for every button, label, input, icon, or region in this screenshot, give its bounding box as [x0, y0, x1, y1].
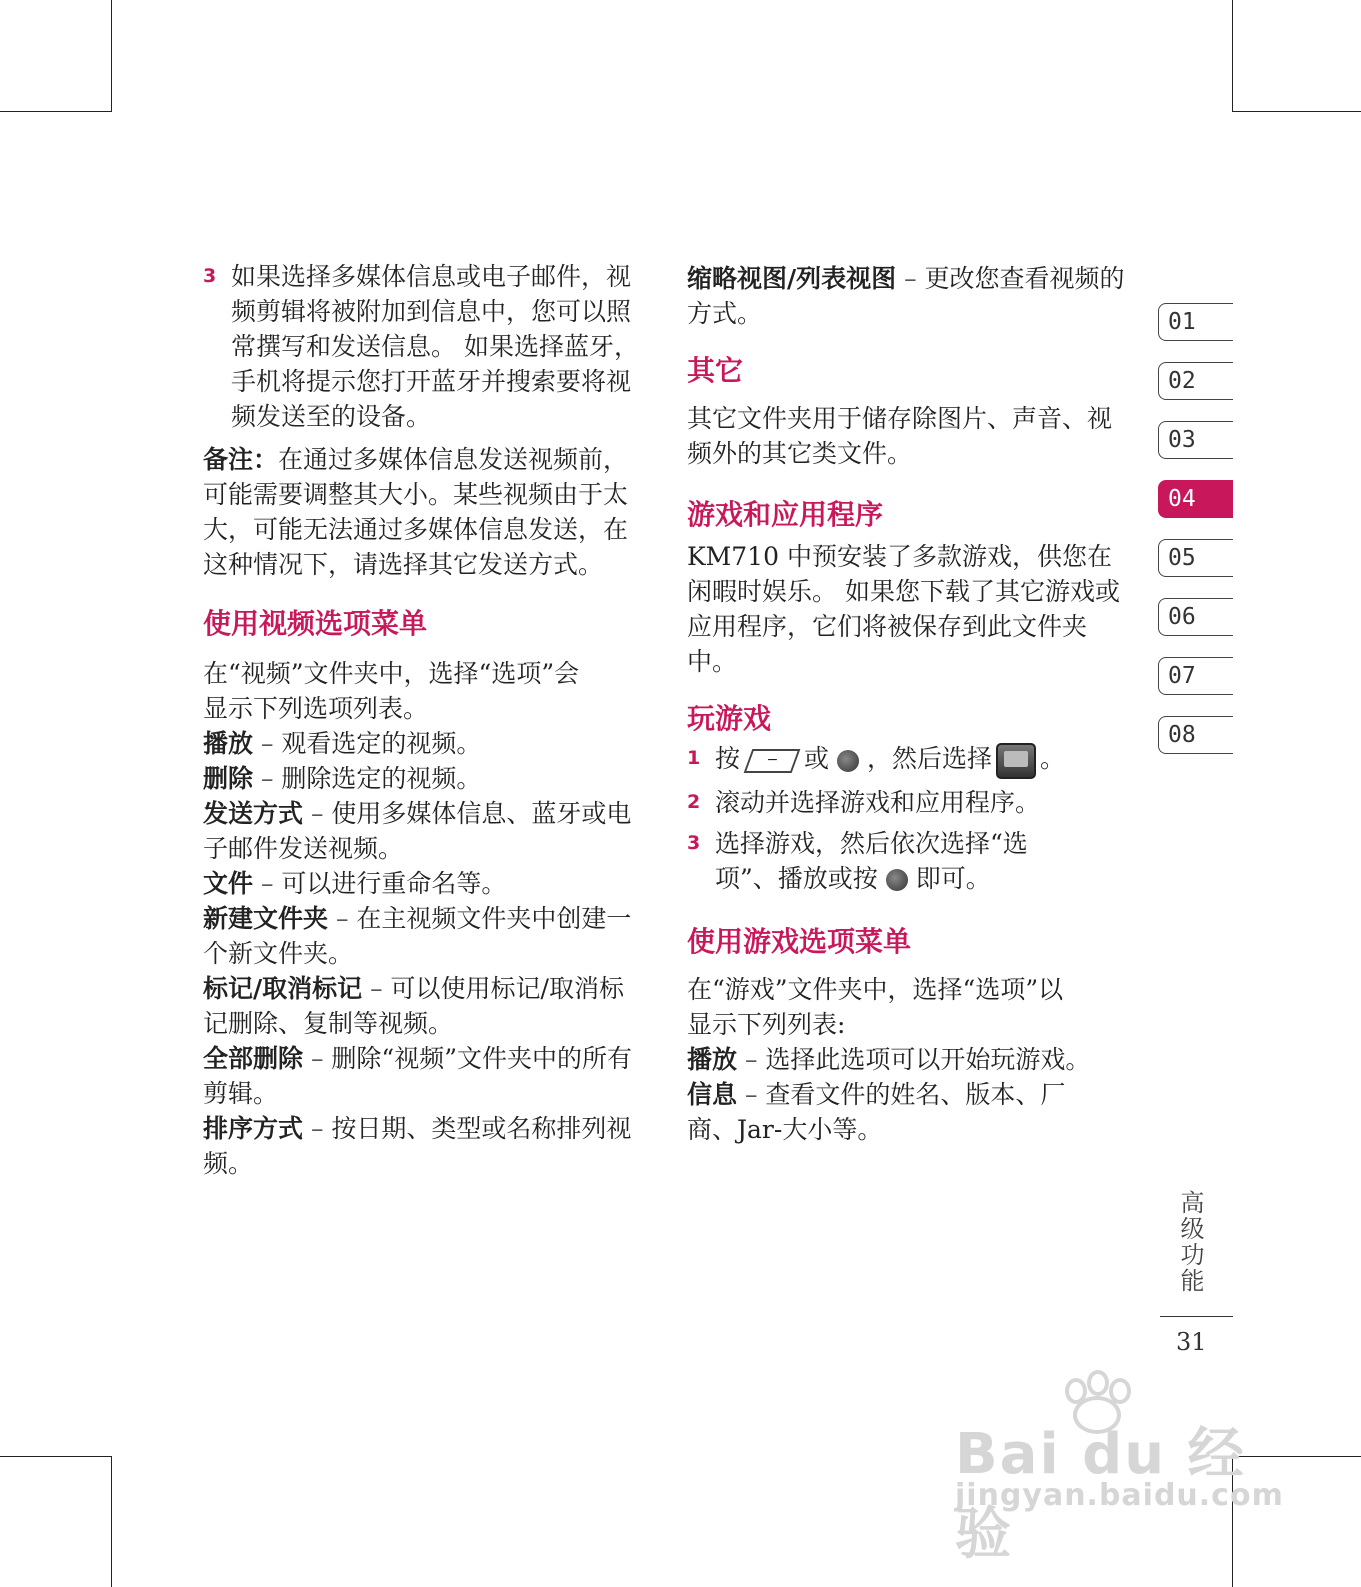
dash: –: [260, 729, 274, 758]
option-term: 排序方式: [203, 1114, 304, 1143]
right-column: [687, 261, 1132, 1147]
step-number: 3: [203, 265, 217, 287]
option-term: 播放: [203, 729, 254, 758]
step-text-part: 即可。: [915, 863, 991, 893]
tab-03[interactable]: 03: [1158, 421, 1233, 459]
intro-text: 在“视频”文件夹中，选择“选项”会显示下列选项列表。: [203, 659, 580, 723]
play-step-2: [687, 785, 1132, 820]
dash: –: [744, 1044, 758, 1074]
play-heading: 玩游戏: [687, 702, 772, 735]
option-item: [687, 1042, 1097, 1077]
softkey-icon: −: [744, 749, 801, 773]
option-item: [203, 796, 648, 866]
option-desc: 使用多媒体信息、蓝牙或电子邮件发送视频。: [203, 799, 632, 863]
note: [203, 442, 648, 582]
tab-05[interactable]: 05: [1158, 539, 1233, 577]
step-text: 如果选择多媒体信息或电子邮件，视频剪辑将被附加到信息中，您可以照常撰写和发送信息。 如果选择蓝牙，手机将提示您打开蓝牙并搜索要将视频发送至的设备。: [231, 262, 639, 431]
note-label: 备注：: [203, 445, 279, 474]
option-desc: 删除选定的视频。: [281, 764, 482, 793]
option-desc: 在主视频文件夹中创建一个新文件夹。: [203, 904, 632, 968]
other-text: 其它文件夹用于储存除图片、声音、视频外的其它类文件。: [687, 404, 1113, 468]
tab-04[interactable]: 04: [1158, 480, 1233, 518]
option-item: [687, 1077, 1097, 1147]
step-text: [715, 741, 1132, 779]
option-term: 文件: [203, 869, 254, 898]
dash: –: [904, 264, 917, 293]
left-column: [203, 259, 648, 1181]
option-term: 全部删除: [203, 1044, 304, 1073]
step-text: [715, 826, 1087, 896]
option-item: [203, 726, 648, 761]
crop-mark: [0, 1456, 112, 1457]
thumb-option: [687, 261, 1132, 331]
option-term: 播放: [687, 1044, 738, 1074]
crop-mark: [111, 1456, 112, 1587]
play-step-3: [687, 826, 1087, 896]
watermark-site: jingyan.baidu.com: [955, 1478, 1284, 1513]
step-number: 3: [687, 831, 701, 854]
option-desc: 选择此选项可以开始玩游戏。: [765, 1044, 1091, 1074]
step-3: [203, 259, 648, 434]
step-text: 滚动并选择游戏和应用程序。: [715, 787, 1041, 817]
dash: –: [335, 904, 349, 933]
option-term: 缩略视图/列表视图: [687, 264, 897, 293]
option-term: 新建文件夹: [203, 904, 329, 933]
step-text-part: 按: [715, 744, 741, 773]
option-item: [203, 761, 648, 796]
game-menu-heading: 使用游戏选项菜单: [687, 924, 912, 958]
option-item: [203, 1111, 648, 1181]
dash: –: [370, 974, 383, 1003]
option-desc: 查看文件的姓名、版本、厂商、Jar-大小等。: [687, 1079, 1066, 1144]
baidu-watermark: [955, 1370, 1284, 1567]
dash: –: [310, 1044, 324, 1073]
ok-button-icon: [837, 750, 859, 772]
option-term: 标记/取消标记: [203, 974, 363, 1003]
option-desc: 删除“视频”文件夹中的所有剪辑。: [203, 1044, 632, 1108]
page-number: 31: [1176, 1328, 1207, 1356]
step-text-part: ，然后选择: [867, 744, 993, 773]
crop-mark: [1233, 111, 1361, 112]
step-text-part: 或: [804, 744, 830, 773]
chapter-tabs: [1158, 303, 1233, 775]
option-item: [203, 1041, 648, 1111]
dash: –: [260, 764, 274, 793]
option-term: 发送方式: [203, 799, 304, 828]
option-item: [203, 866, 648, 901]
option-desc: 按日期、类型或名称排列视频。: [203, 1114, 632, 1178]
games-text: KM710 中预安装了多款游戏，供您在闲暇时娱乐。 如果您下载了其它游戏或应用程序，它们将被保存到此文件夹中。: [687, 542, 1120, 676]
apps-menu-icon: [996, 743, 1036, 779]
divider: [1160, 1316, 1233, 1317]
step-text-part: 选择游戏，然后依次选择“选项”、播放或按: [715, 828, 1028, 893]
option-desc: 可以进行重命名等。: [281, 869, 507, 898]
ok-button-icon: [886, 869, 908, 891]
option-desc: 观看选定的视频。: [281, 729, 482, 758]
crop-mark: [0, 111, 112, 112]
game-option-list: [687, 1042, 1097, 1147]
game-menu-intro: 在“游戏”文件夹中，选择“选项”以显示下列列表:: [687, 974, 1064, 1039]
section-heading: 使用视频选项菜单: [203, 607, 428, 640]
dash: –: [260, 869, 274, 898]
dash: –: [310, 1114, 324, 1143]
dash: –: [310, 799, 324, 828]
tab-08[interactable]: 08: [1158, 716, 1233, 754]
crop-mark: [1232, 0, 1233, 112]
crop-mark: [111, 0, 112, 112]
other-heading: 其它: [687, 354, 744, 387]
option-term: 信息: [687, 1079, 738, 1109]
option-desc: 可以使用标记/取消标记删除、复制等视频。: [203, 974, 624, 1038]
tab-02[interactable]: 02: [1158, 362, 1233, 400]
option-item: [203, 971, 648, 1041]
watermark-brand: Bai du 经验: [955, 1422, 1246, 1567]
option-item: [203, 901, 648, 971]
option-list: [203, 726, 648, 1181]
step-text-part: 。: [1040, 744, 1066, 773]
tab-07[interactable]: 07: [1158, 657, 1233, 695]
tab-01[interactable]: 01: [1158, 303, 1233, 341]
games-heading: 游戏和应用程序: [687, 498, 884, 531]
step-number: 2: [687, 790, 701, 813]
play-step-1: [687, 741, 1132, 779]
section-title: 高级功能: [1176, 1190, 1204, 1294]
dash: –: [744, 1079, 758, 1109]
option-desc: 更改您查看视频的方式。: [687, 264, 1125, 328]
step-number: 1: [687, 747, 701, 769]
note-text: 在通过多媒体信息发送视频前，可能需要调整其大小。某些视频由于太大，可能无法通过多媒体信息发送，在这种情况下，请选择其它发送方式。: [203, 445, 629, 579]
tab-06[interactable]: 06: [1158, 598, 1233, 636]
option-term: 删除: [203, 764, 254, 793]
